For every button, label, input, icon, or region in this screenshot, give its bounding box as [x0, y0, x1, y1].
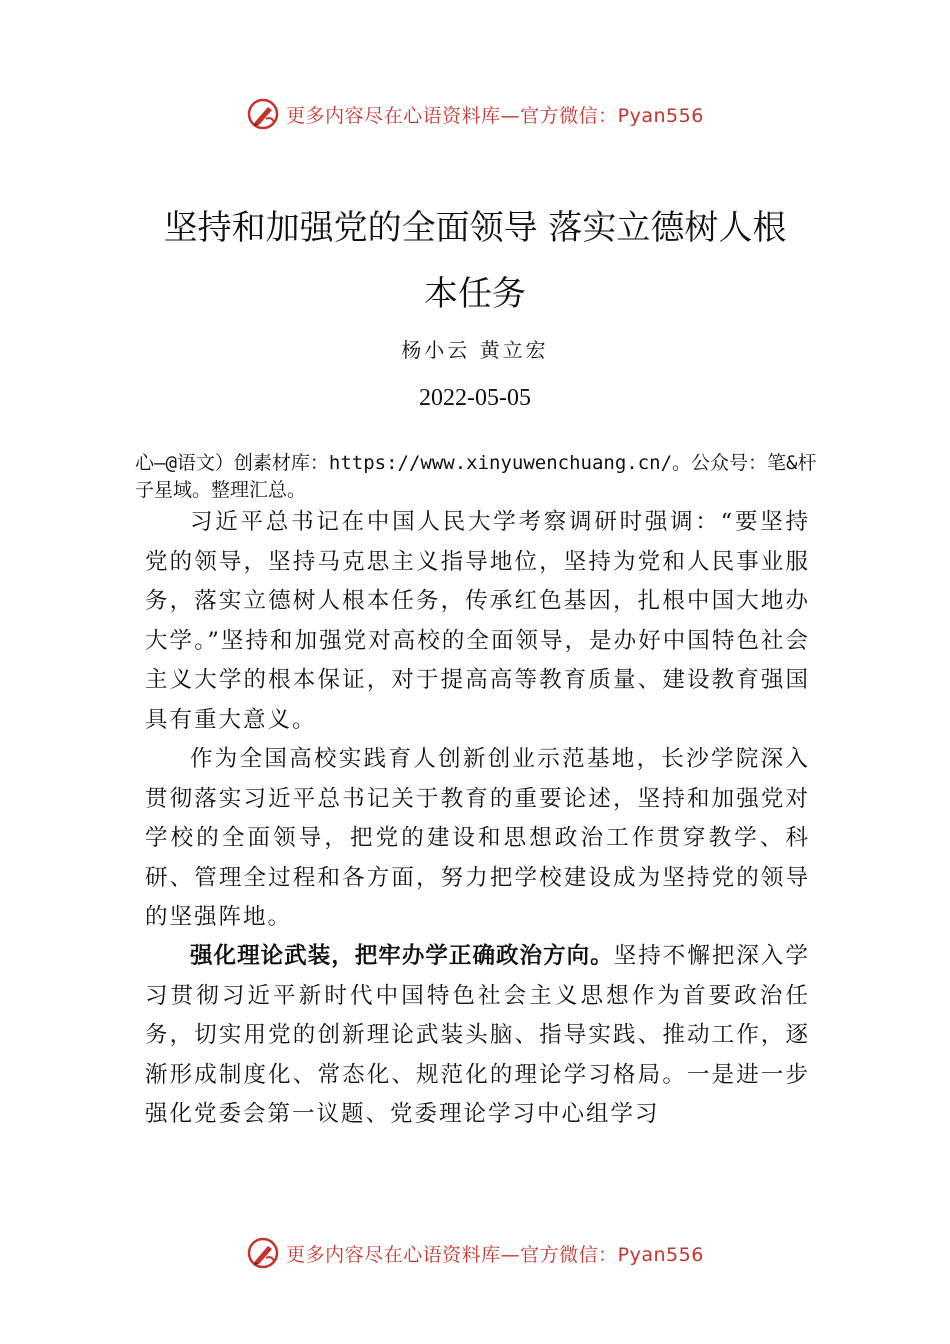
paragraph-3: [145, 937, 810, 1135]
article-date: 2022-05-05: [419, 385, 531, 411]
footer-watermark: [0, 1233, 950, 1273]
paragraph-3-body: 坚持不懈把深入学习贯彻习近平新时代中国特色社会主义思想作为首要政治任务，切实用党的创新理论武装头脑、指导实践、推动工作，逐渐形成制度化、常态化、规范化的理论学习格局。一是进一步强化党委会第一议题、党委理论学习中心组学习: [145, 943, 810, 1127]
article-title-line-2: 本任务: [424, 274, 526, 314]
pen-seal-icon: [246, 1236, 280, 1270]
watermark-text: 更多内容尽在心语资料库—官方微信：Pyan556: [286, 104, 704, 127]
article-title-line-1: 坚持和加强党的全面领导 落实立德树人根: [163, 208, 787, 248]
paragraph-2: 作为全国高校实践育人创新创业示范基地，长沙学院深入贯彻落实习近平总书记关于教育的重要论述，坚持和加强党对学校的全面领导，把党的建设和思想政治工作贯穿教学、科研、管理全过程和各方面，努力把学校建设成为坚持党的领导的坚强阵地。: [145, 746, 810, 930]
paragraph-3-lead: 强化理论武装，把牢办学正确政治方向。: [190, 943, 614, 969]
paragraph-1: 习近平总书记在中国人民大学考察调研时强调：“要坚持党的领导，坚持马克思主义指导地位，坚持为党和人民事业服务，落实立德树人根本任务，传承红色基因，扎根中国大地办大学。”坚持和加强党对高校的全面领导，是办好中国特色社会主义大学的根本保证，对于提高高等教育质量、建设教育强国具有重大意义。: [145, 509, 810, 733]
header-watermark: [0, 94, 950, 134]
pen-seal-icon: [246, 97, 280, 131]
article-authors: 杨小云 黄立宏: [401, 338, 549, 362]
watermark-text: 更多内容尽在心语资料库—官方微信：Pyan556: [286, 1243, 704, 1266]
source-note: 心—@语文）创素材库：https://www.xinyuwenchuang.cn/。公众号：笔&杆子星域。整理汇总。: [135, 452, 817, 501]
